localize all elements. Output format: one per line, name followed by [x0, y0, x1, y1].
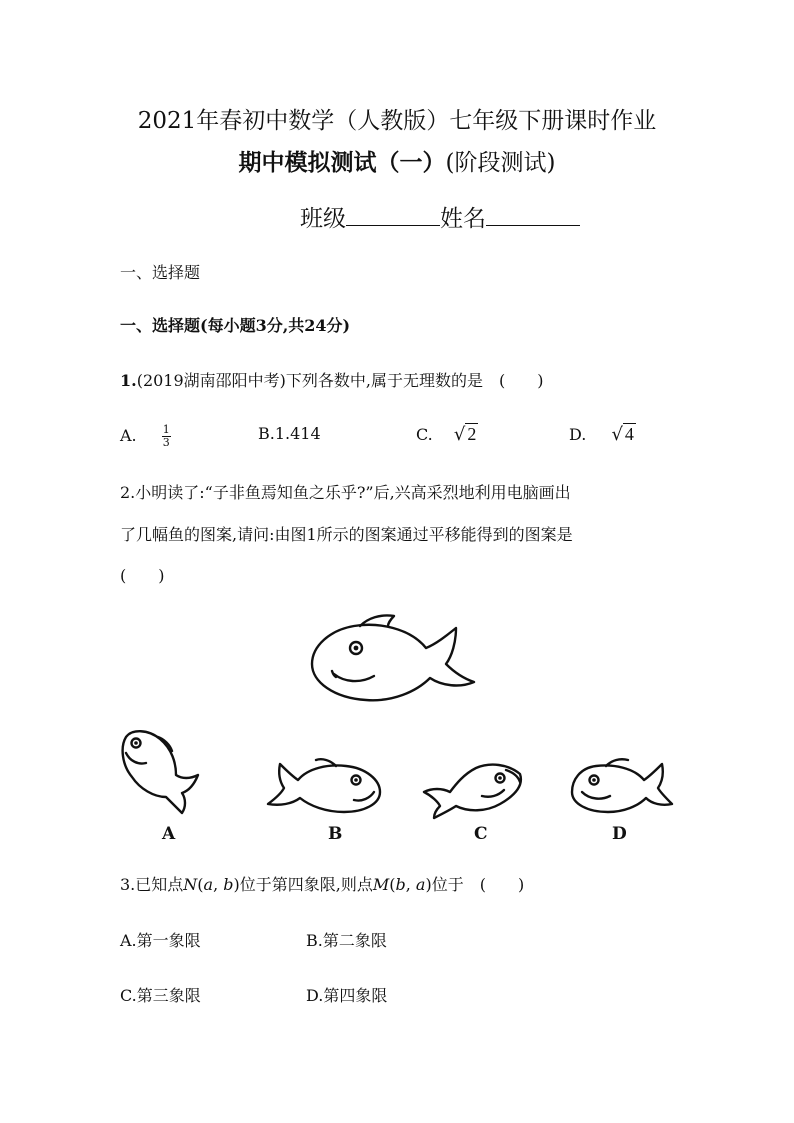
option-c-fish — [420, 756, 530, 818]
radical-sign: √ — [453, 424, 466, 445]
point-m: M — [372, 875, 390, 894]
fraction-denominator: 3 — [162, 436, 170, 449]
radical-sign: √ — [611, 424, 623, 445]
option-b-fish — [266, 756, 386, 816]
q3-option-c: C.第三象限 — [120, 986, 201, 1005]
q1-text: (2019湖南邵阳中考)下列各数中,属于无理数的是 ( ) — [136, 371, 544, 390]
option-a-fish — [118, 727, 202, 817]
page-subtitle — [0, 144, 794, 177]
section-title: 一、选择题(每小题3分,共24分) — [120, 316, 351, 335]
q3-text-g: ( — [389, 875, 396, 894]
var-b-2: b — [395, 875, 406, 894]
q3-option-a: A.第一象限 — [120, 931, 201, 950]
class-blank[interactable] — [346, 205, 440, 226]
radicand: 2 — [467, 424, 477, 444]
name-label: 姓名 — [440, 206, 486, 232]
q3-option-b: B.第二象限 — [306, 931, 387, 950]
option-a-label: A — [162, 824, 176, 844]
q2-line-2: 了几幅鱼的图案,请问:由图1所示的图案通过平移能得到的图案是 — [120, 525, 573, 544]
q3-text-b: ( — [197, 875, 204, 894]
q1-option-b: B.1.414 — [258, 424, 321, 443]
q1-option-d-label: D. — [569, 425, 587, 444]
q3-text-k: )位于 ( ) — [425, 875, 525, 894]
option-c-label: C — [474, 824, 488, 844]
var-b: b — [223, 875, 234, 894]
q1-option-c-label: C. — [416, 425, 433, 444]
figure-1-fish — [306, 608, 488, 708]
q3-text-i: , — [405, 875, 416, 894]
class-label: 班级 — [300, 206, 346, 232]
q3-stem — [120, 872, 524, 895]
fraction-numerator: 1 — [162, 423, 170, 436]
q2-line-3: ( ) — [120, 566, 165, 585]
section-heading: 一、选择题 — [120, 263, 201, 282]
q1-option-a-fraction — [162, 424, 171, 449]
option-d-label: D — [612, 824, 627, 844]
q3-text-f: )位于第四象限,则点 — [233, 875, 373, 894]
radicand: 4 — [624, 424, 634, 444]
q1-stem — [120, 368, 543, 391]
q1-option-a-label: A. — [120, 426, 137, 445]
name-blank[interactable] — [486, 205, 580, 226]
q3-text-a: 3.已知点 — [120, 875, 184, 894]
q1-option-d-sqrt — [611, 424, 635, 445]
point-n: N — [183, 875, 198, 894]
q3-option-d: D.第四象限 — [306, 986, 388, 1005]
q3-text-d: , — [213, 875, 224, 894]
page-title: 2021年春初中数学（人教版）七年级下册课时作业 — [137, 108, 657, 134]
var-a: a — [203, 875, 214, 894]
subtitle-note: (阶段测试) — [445, 150, 556, 176]
subtitle-main: 期中模拟测试（一） — [238, 149, 446, 176]
q1-option-d — [569, 424, 636, 445]
option-d-fish — [568, 756, 676, 816]
q1-option-c-sqrt — [454, 424, 478, 445]
var-a-2: a — [415, 875, 426, 894]
q2-line-1: 2.小明读了:“子非鱼焉知鱼之乐乎?”后,兴高采烈地利用电脑画出 — [120, 483, 571, 502]
q1-number: 1. — [120, 371, 137, 390]
q1-option-a — [120, 424, 171, 449]
q1-option-c — [416, 424, 478, 445]
class-name-row — [300, 200, 580, 233]
option-b-label: B — [328, 824, 343, 844]
